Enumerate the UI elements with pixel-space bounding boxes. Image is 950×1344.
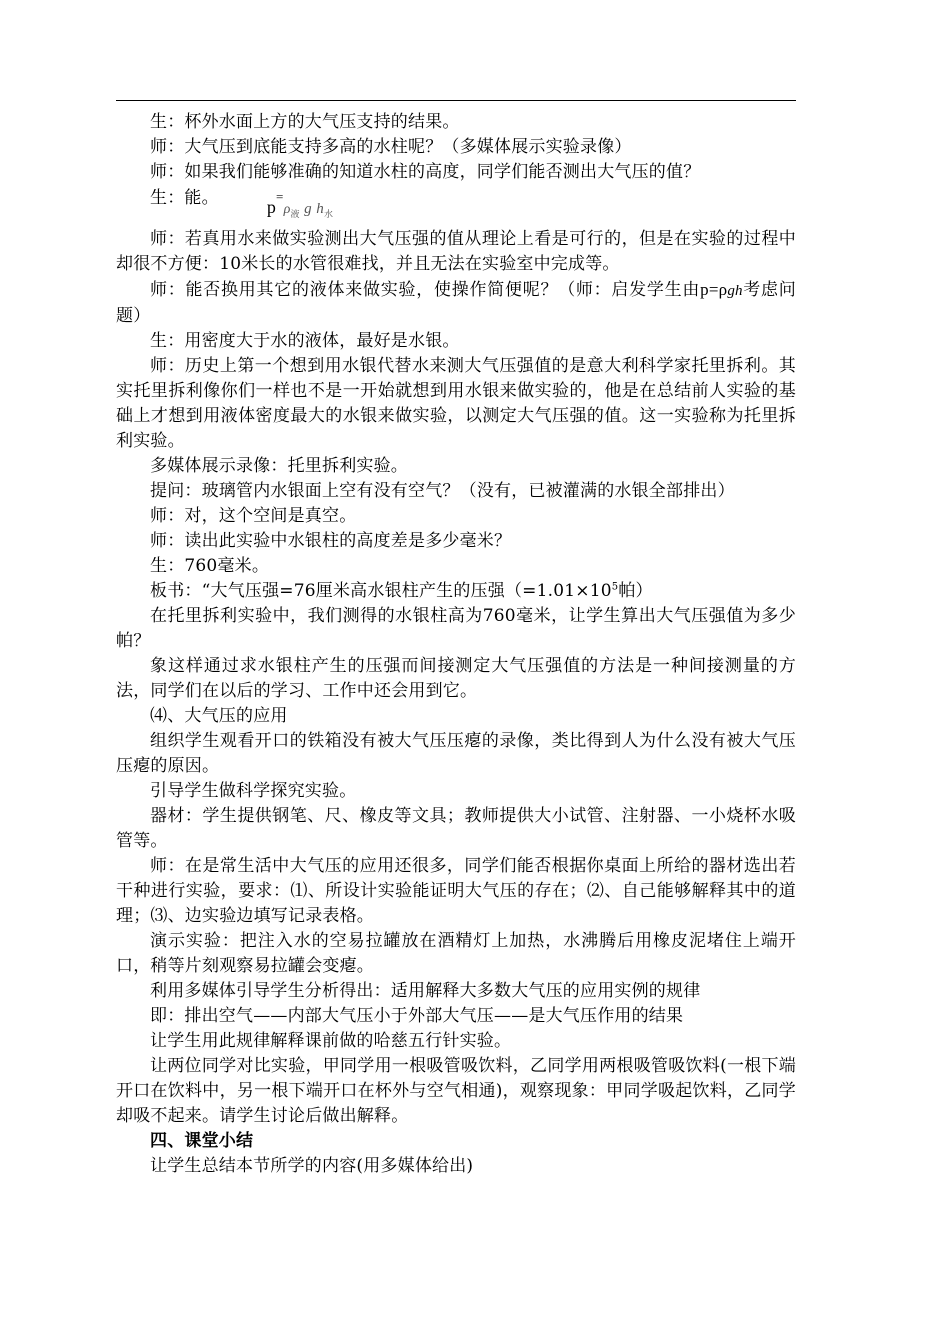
paragraph: 即：排出空气——内部大气压小于外部大气压——是大气压作用的结果 (150, 1006, 684, 1026)
paragraph: 让两位同学对比实验，甲同学用一根吸管吸饮料，乙同学用两根吸管吸饮料(一根下端开口在饮料中，另一根下端开口在杯外与空气相通)，观察现象：甲同学吸起饮料，乙同学却吸不起来。请学生讨论后做出解释。 (116, 1056, 796, 1126)
paragraph: 利用多媒体引导学生分析得出：适用解释大多数大气压的应用实例的规律 (150, 981, 701, 1001)
paragraph: 生：760毫米。 (150, 556, 270, 576)
header-rule (116, 100, 796, 101)
formula-h: h (316, 201, 324, 217)
paragraph-text: 考虑问题） (116, 280, 796, 326)
formula-p: p (266, 197, 277, 217)
paragraph-text: 板书：“大气压强=76厘米高水银柱产生的压强（=1.01×10 (150, 581, 612, 601)
paragraph (116, 277, 796, 329)
paragraph: 演示实验：把注入水的空易拉罐放在酒精灯上加热，水沸腾后用橡皮泥堵住上端开口，稍等片刻观察易拉罐会变瘪。 (116, 931, 796, 976)
paragraph: 生：用密度大于水的液体，最好是水银。 (150, 331, 460, 351)
paragraph: 师：若真用水来做实验测出大气压强的值从理论上看是可行的，但是在实验的过程中却很不方便：10米长的水管很难找，并且无法在实验室中完成等。 (116, 229, 796, 274)
formula-rho-subscript: 液 (290, 209, 300, 219)
paragraph: 让学生用此规律解释课前做的哈慈五行针实验。 (150, 1031, 512, 1051)
section-heading-summary: 四、课堂小结 (150, 1131, 254, 1151)
formula-g: g (304, 201, 312, 217)
paragraph: 象这样通过求水银柱产生的压强而间接测定大气压强值的方法是一种间接测量的方法，同学们在以后的学习、工作中还会用到它。 (116, 656, 796, 701)
paragraph: 提问：玻璃管内水银面上空有没有空气？（没有，已被灌满的水银全部排出） (150, 481, 735, 501)
paragraph: 生：杯外水面上方的大气压支持的结果。 (150, 112, 460, 132)
paragraph: 师：读出此实验中水银柱的高度差是多少毫米？ (150, 531, 512, 551)
inline-formula-lhs: p=ρ (700, 280, 728, 299)
paragraph: 师：在是常生活中大气压的应用还很多，同学们能否根据你桌面上所给的器材选出若干种进行实验，要求：⑴、所设计实验能证明大气压的存在；⑵、自己能够解释其中的道理；⑶、边实验边填写记录表格。 (116, 856, 796, 926)
paragraph: 多媒体展示录像：托里拆利实验。 (150, 456, 408, 476)
section-heading: ⑷、大气压的应用 (150, 706, 288, 726)
pressure-formula (233, 185, 334, 219)
paragraph-text: 师：能否换用其它的液体来做实验，使操作简便呢？（师：启发学生由 (150, 280, 701, 300)
paragraph: 引导学生做科学探究实验。 (150, 781, 357, 801)
inline-formula-rhs: gh (727, 283, 743, 299)
paragraph: 组织学生观看开口的铁箱没有被大气压压瘪的录像，类比得到人为什么没有被大气压压瘪的原因。 (116, 731, 796, 776)
paragraph-text: 生：能。 (150, 188, 219, 208)
paragraph-text: 帕） (618, 581, 653, 601)
paragraph: 器材：学生提供钢笔、尺、橡皮等文具；教师提供大小试管、注射器、一小烧杯水吸管等。 (116, 806, 796, 851)
paragraph (116, 579, 796, 604)
inline-formula (700, 280, 743, 299)
formula-rho: ρ (283, 202, 291, 217)
document-body (116, 110, 796, 1179)
paragraph: 师：大气压到底能支持多高的水柱呢？（多媒体展示实验录像） (150, 137, 632, 157)
paragraph: 师：对，这个空间是真空。 (150, 506, 357, 526)
formula-h-subscript: 水 (324, 209, 334, 219)
exponent: 5 (611, 581, 619, 593)
paragraph: 让学生总结本节所学的内容(用多媒体给出) (150, 1156, 474, 1176)
formula-equals: = (276, 189, 284, 204)
paragraph: 师：历史上第一个想到用水银代替水来测大气压强值的是意大利科学家托里拆利。其实托里拆利像你们一样也不是一开始就想到用水银来做实验的，他是在总结前人实验的基础上才想到用液体密度最大的水银来做实验，以测定大气压强的值。这一实验称为托里拆利实验。 (116, 356, 796, 451)
paragraph: 在托里拆利实验中，我们测得的水银柱高为760毫米，让学生算出大气压强值为多少帕？ (116, 606, 796, 651)
formula-paragraph (116, 185, 796, 227)
paragraph: 师：如果我们能够准确的知道水柱的高度，同学们能否测出大气压的值？ (150, 162, 701, 182)
